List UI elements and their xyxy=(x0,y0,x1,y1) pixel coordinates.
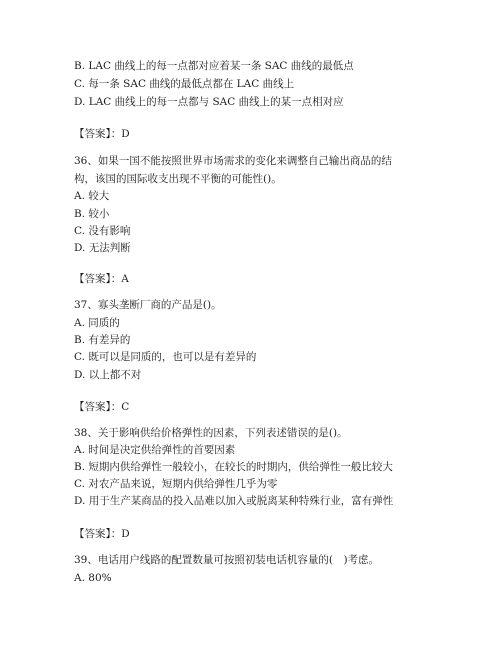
q37-option-b: B. 有差异的 xyxy=(74,334,131,346)
q36-option-c: C. 没有影响 xyxy=(74,225,131,237)
q36-option-a: A. 较大 xyxy=(74,190,110,202)
q37-option-d: D. 以上都不对 xyxy=(74,369,142,381)
q39-stem: 39、电话用户线路的配置数量可按照初装电话机容量的( )考虑。 xyxy=(74,554,380,566)
q39-option-a: A. 80% xyxy=(74,572,112,584)
q38-stem: 38、关于影响供给价格弹性的因素，下列表述错误的是()。 xyxy=(74,427,348,439)
q38-option-a: A. 时间是决定供给弹性的首要因素 xyxy=(74,444,236,456)
q36-option-d: D. 无法判断 xyxy=(74,242,131,254)
q35-option-d: D. LAC 曲线上的每一点都与 SAC 曲线上的某一点相对应 xyxy=(74,96,344,108)
q36-stem-line2: 构，该国的国际收支出现不平衡的可能性()。 xyxy=(74,173,282,185)
q37-option-a: A. 同质的 xyxy=(74,317,120,329)
q38-option-c: C. 对农产品来说，短期内供给弹性几乎为零 xyxy=(74,478,278,490)
q38-option-d: D. 用于生产某商品的投入品难以加入或脱离某种特殊行业，富有弹性 xyxy=(74,495,394,507)
q38-option-b: B. 短期内供给弹性一般较小，在较长的时期内，供给弹性一般比较大 xyxy=(74,461,393,473)
q35-option-c: C. 每一条 SAC 曲线的最低点都在 LAC 曲线上 xyxy=(74,78,295,90)
q37-option-c: C. 既可以是同质的，也可以是有差异的 xyxy=(74,351,257,363)
q35-option-b: B. LAC 曲线上的每一点都对应着某一条 SAC 曲线的最低点 xyxy=(74,60,354,72)
q38-answer: 【答案】：D xyxy=(74,528,130,540)
q35-answer: 【答案】：D xyxy=(74,128,130,140)
q36-answer: 【答案】：A xyxy=(74,273,129,285)
q37-stem: 37、寡头垄断厂商的产品是()。 xyxy=(74,299,222,311)
q36-option-b: B. 较小 xyxy=(74,208,110,220)
q36-stem-line1: 36、如果一国不能按照世界市场需求的变化来调整自己输出商品的结 xyxy=(74,155,392,167)
q37-answer: 【答案】：C xyxy=(74,401,130,413)
